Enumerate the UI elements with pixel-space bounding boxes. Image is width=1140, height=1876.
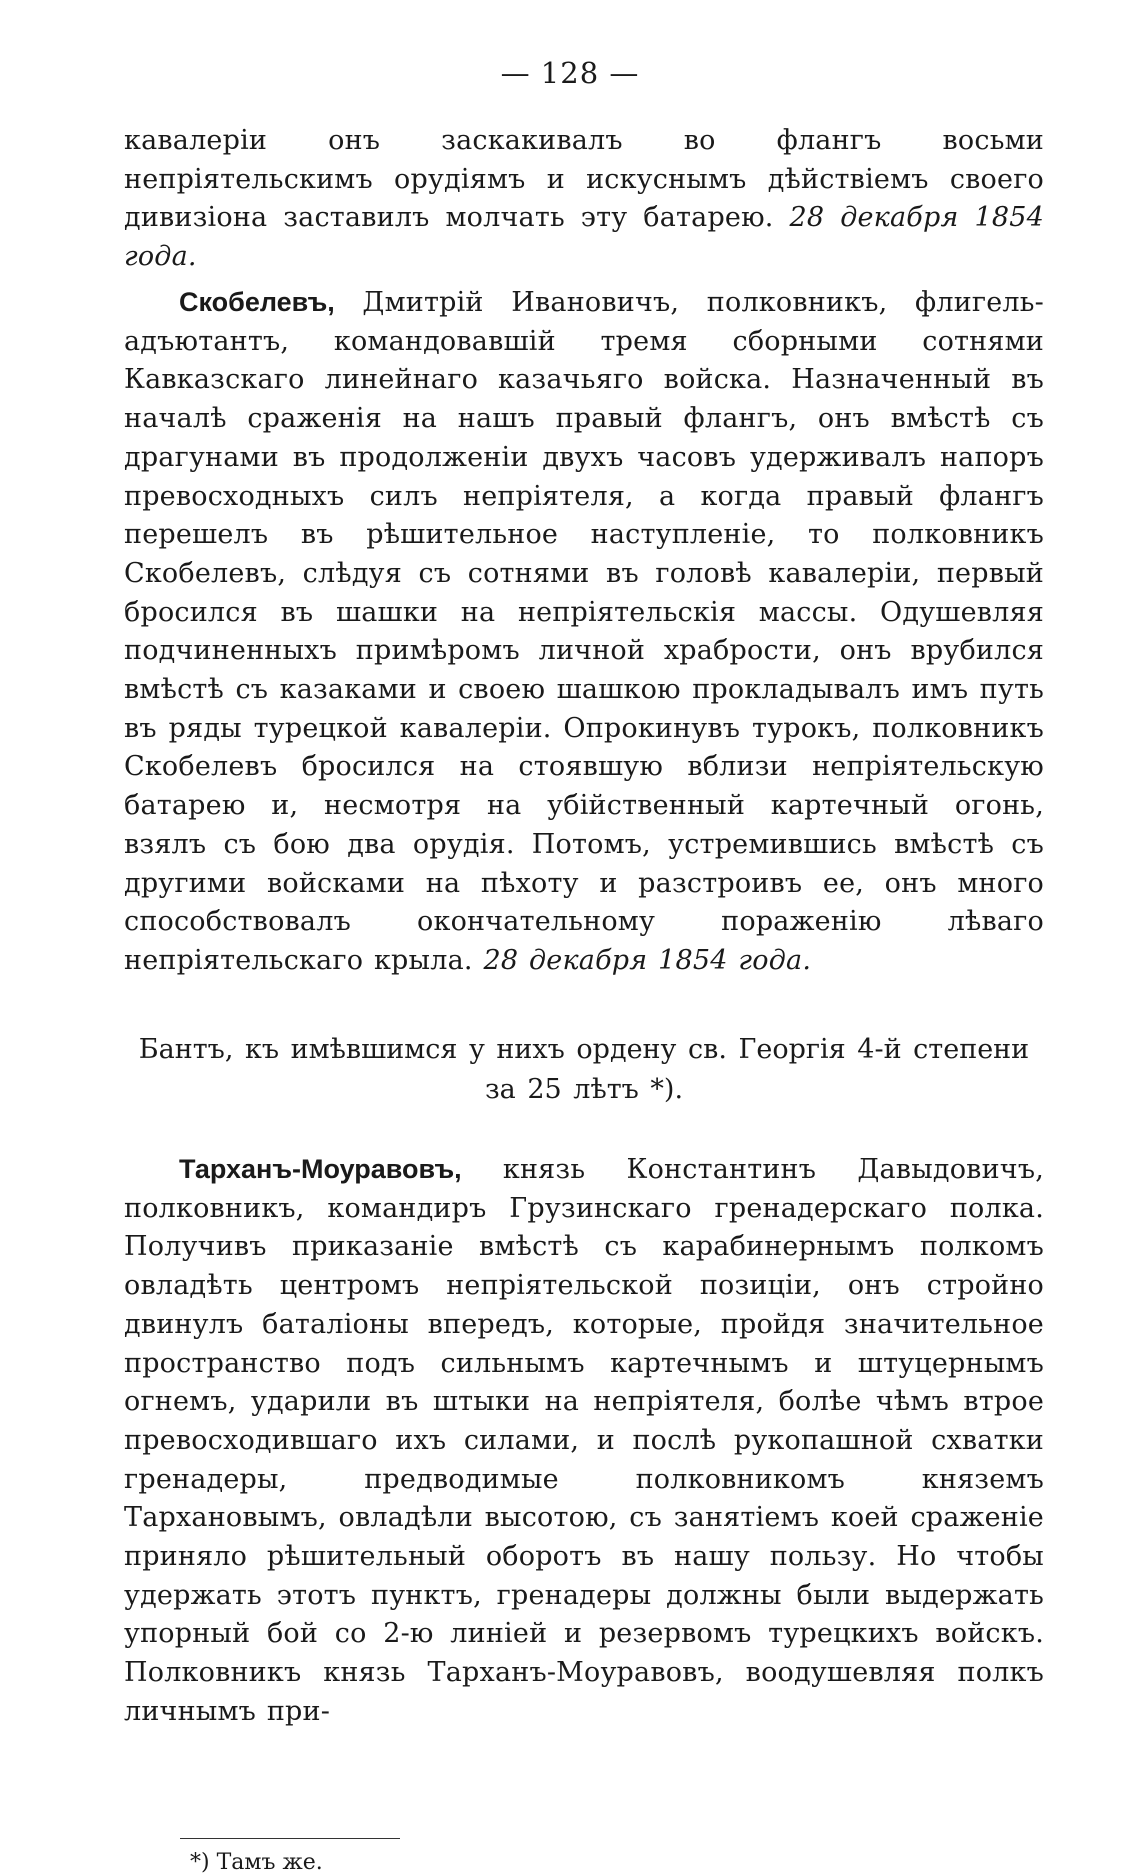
entry-date: 28 декабря 1854 года. [483,944,812,976]
entry-text: Дмитрій Ивановичъ, полковникъ, флигель-адъютантъ, командовавшій тремя сборными сотнями Кавказскаго линейнаго казачьяго войска. Назначенный въ началѣ сраженія на нашъ правый флангъ, онъ вмѣстѣ съ драгунами въ продолженіи двухъ часовъ удерживалъ напоръ превосходныхъ силъ непріятеля, а когда правый флангъ перешелъ въ рѣшительное наступленіе, то полковникъ Скобелевъ, слѣдуя съ сотнями въ головѣ кавалеріи, первый бросился въ шашки на непріятельскія массы. Одушевляя подчиненныхъ примѣромъ личной храбрости, онъ врубился вмѣстѣ съ казаками и своею шашкою прокладывалъ имъ путь въ ряды турецкой кавалеріи. Опрокинувъ турокъ, полковникъ Скобелевъ бросился на стоявшую вблизи непріятельскую батарею и, несмотря на убійственный картечный огонь, взялъ съ бою два орудія. Потомъ, устремившись вмѣстѣ съ другими войсками на пѣхоту и разстроивъ ее, онъ много способствовалъ окончательному пораженію лѣваго непріятельскаго крыла. [124,287,1044,976]
entry-text: князь Константинъ Давыдовичъ, полковникъ, командиръ Грузинскаго гренадерскаго полка. Получивъ приказаніе вмѣстѣ съ карабинернымъ полкомъ овладѣть центромъ непріятельской позиціи, онъ стройно двинулъ баталіоны впередъ, которые, пройдя значительное пространство подъ сильнымъ картечнымъ и штуцернымъ огнемъ, ударили въ штыки на непріятеля, болѣе чѣмъ втрое превосходившаго ихъ силами, и послѣ рукопашной схватки гренадеры, предводимые полковникомъ княземъ Тархановымъ, овладѣли высотою, съ занятіемъ коей сраженіе приняло рѣшительный оборотъ въ нашу пользу. Но чтобы удержать этотъ пунктъ, гренадеры должны были выдержать упорный бой со 2-ю линіей и резервомъ турецкихъ войскъ. Полковникъ князь Тарханъ-Моуравовъ, воодушевляя полкъ личнымъ при- [124,1154,1044,1727]
section-heading-line-1: Бантъ, къ имѣвшимся у нихъ ордену св. Георгія 4-й степени [138,1034,1030,1065]
entry-text: кавалеріи онъ заскакивалъ во флангъ восьми непріятельскимъ орудіямъ и искуснымъ дѣйствіемъ своего дивизіона заставилъ молчать эту батарею. [124,125,1044,234]
entry-name: Скобелевъ, [179,287,335,317]
section-heading [124,1030,1044,1110]
entry-paragraph [124,122,1044,277]
footnote-divider [180,1838,400,1839]
entry-skobelev [124,283,1044,981]
section-heading-line-2: за 25 лѣтъ *). [484,1074,684,1105]
entry-continuation [124,122,1044,277]
entry-tarkhan-mouravov [124,1150,1044,1732]
footnote: *) Тамъ же. [190,1850,323,1875]
entry-paragraph [124,283,1044,981]
entry-name: Тарханъ-Моуравовъ, [179,1154,462,1184]
entry-paragraph [124,1150,1044,1732]
page-number: — 128 — [500,56,640,90]
entry-date: 28 декабря 1854 года. [124,202,1044,273]
